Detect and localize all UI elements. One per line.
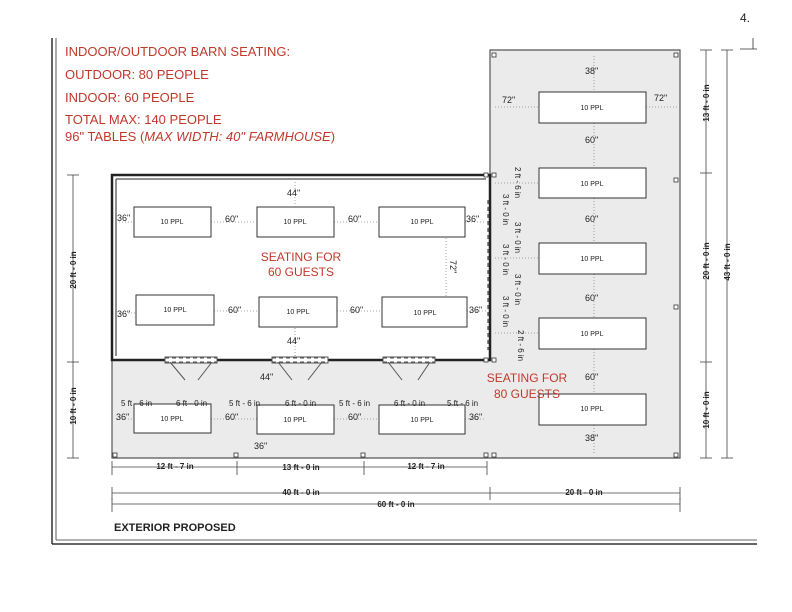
spacing-label: 5 ft - 6 in: [339, 399, 371, 408]
spacing-label: 2 ft - 6 in: [516, 330, 525, 362]
clearance-label: 44": [287, 336, 301, 346]
dimension-label: 20 ft - 0 in: [702, 242, 711, 280]
table-label: 10 PPL: [580, 256, 604, 263]
note-title: INDOOR/OUTDOOR BARN SEATING:: [65, 44, 291, 59]
dimension-label: 40 ft - 0 in: [282, 488, 320, 497]
spacing-label: 2 ft - 6 in: [513, 167, 522, 199]
outdoor-area-label: 80 GUESTS: [493, 387, 561, 401]
clearance-label: 60": [585, 372, 599, 382]
drawing-title: EXTERIOR PROPOSED: [114, 522, 236, 534]
dimension-label: 20 ft - 0 in: [69, 251, 78, 289]
spacing-label: 5 ft - 6 in: [447, 399, 479, 408]
clearance-label: 36": [254, 441, 268, 451]
note-tables-suffix: ): [330, 129, 336, 144]
clearance-label: 36": [116, 412, 130, 422]
note-total: TOTAL MAX: 140 PEOPLE: [65, 112, 222, 127]
table-label: 10 PPL: [160, 219, 184, 226]
dimension-label: 13 ft - 0 in: [702, 84, 711, 122]
outdoor-area-label: SEATING FOR: [486, 371, 568, 385]
table-label: 10 PPL: [163, 307, 187, 314]
clearance-label: 36": [117, 309, 131, 319]
clearance-label: 60": [225, 412, 239, 422]
clearance-label: 60": [348, 214, 362, 224]
note-tables: [65, 129, 335, 144]
spacing-label: 5 ft - 6 in: [121, 399, 153, 408]
dimension-label: 12 ft - 7 in: [407, 462, 445, 471]
page-number: 4.: [740, 11, 751, 25]
table-label: 10 PPL: [413, 310, 437, 317]
spacing-label: 3 ft - 0 in: [501, 244, 510, 276]
table-label: 10 PPL: [580, 181, 604, 188]
indoor-area-label: SEATING FOR: [260, 250, 342, 264]
clearance-label: 60": [350, 305, 364, 315]
clearance-label: 36": [466, 214, 480, 224]
clearance-label: 72": [654, 93, 668, 103]
clearance-label: 60": [585, 293, 599, 303]
table-label: 10 PPL: [580, 331, 604, 338]
clearance-label: 60": [228, 305, 242, 315]
note-tables-italic: MAX WIDTH: 40" FARMHOUSE: [144, 129, 331, 144]
clearance-label: 60": [225, 214, 239, 224]
clearance-label: 38": [585, 433, 599, 443]
spacing-label: 3 ft - 0 in: [501, 296, 510, 328]
spacing-label: 3 ft - 0 in: [501, 194, 510, 226]
dimension-label: 13 ft - 0 in: [282, 463, 320, 472]
dimension-label: 12 ft - 7 in: [156, 462, 194, 471]
table-label: 10 PPL: [160, 416, 184, 423]
spacing-label: 5 ft - 6 in: [229, 399, 261, 408]
clearance-label: 38": [585, 66, 599, 76]
clearance-label: 72": [502, 95, 516, 105]
clearance-label: 60": [348, 412, 362, 422]
dimension-label: 43 ft - 0 in: [723, 243, 732, 281]
spacing-label: 6 ft - 0 in: [285, 399, 317, 408]
table-label: 10 PPL: [410, 417, 434, 424]
dimension-label: 10 ft - 0 in: [69, 387, 78, 425]
spacing-label: 6 ft - 0 in: [394, 399, 426, 408]
clearance-label: 36": [117, 213, 131, 223]
table-label: 10 PPL: [580, 406, 604, 413]
note-outdoor: OUTDOOR: 80 PEOPLE: [65, 67, 209, 82]
clearance-label: 72": [448, 260, 458, 274]
table-label: 10 PPL: [410, 219, 434, 226]
table-label: 10 PPL: [286, 309, 310, 316]
clearance-label: 36": [469, 412, 483, 422]
dimension-label: 10 ft - 0 in: [702, 391, 711, 429]
indoor-area-label: 60 GUESTS: [267, 265, 335, 279]
note-tables-prefix: 96" TABLES (: [65, 129, 145, 144]
clearance-label: 44": [260, 372, 274, 382]
spacing-label: 6 ft - 0 in: [176, 399, 208, 408]
spacing-label: 3 ft - 0 in: [513, 222, 522, 254]
spacing-label: 3 ft - 0 in: [513, 274, 522, 306]
note-indoor: INDOOR: 60 PEOPLE: [65, 90, 195, 105]
table-label: 10 PPL: [283, 219, 307, 226]
table-label: 10 PPL: [580, 105, 604, 112]
clearance-label: 60": [585, 214, 599, 224]
dimension-label: 20 ft - 0 in: [565, 488, 603, 497]
clearance-label: 60": [585, 135, 599, 145]
dimension-label: 60 ft - 0 in: [377, 500, 415, 509]
clearance-label: 44": [287, 188, 301, 198]
table-label: 10 PPL: [283, 417, 307, 424]
clearance-label: 36": [469, 305, 483, 315]
